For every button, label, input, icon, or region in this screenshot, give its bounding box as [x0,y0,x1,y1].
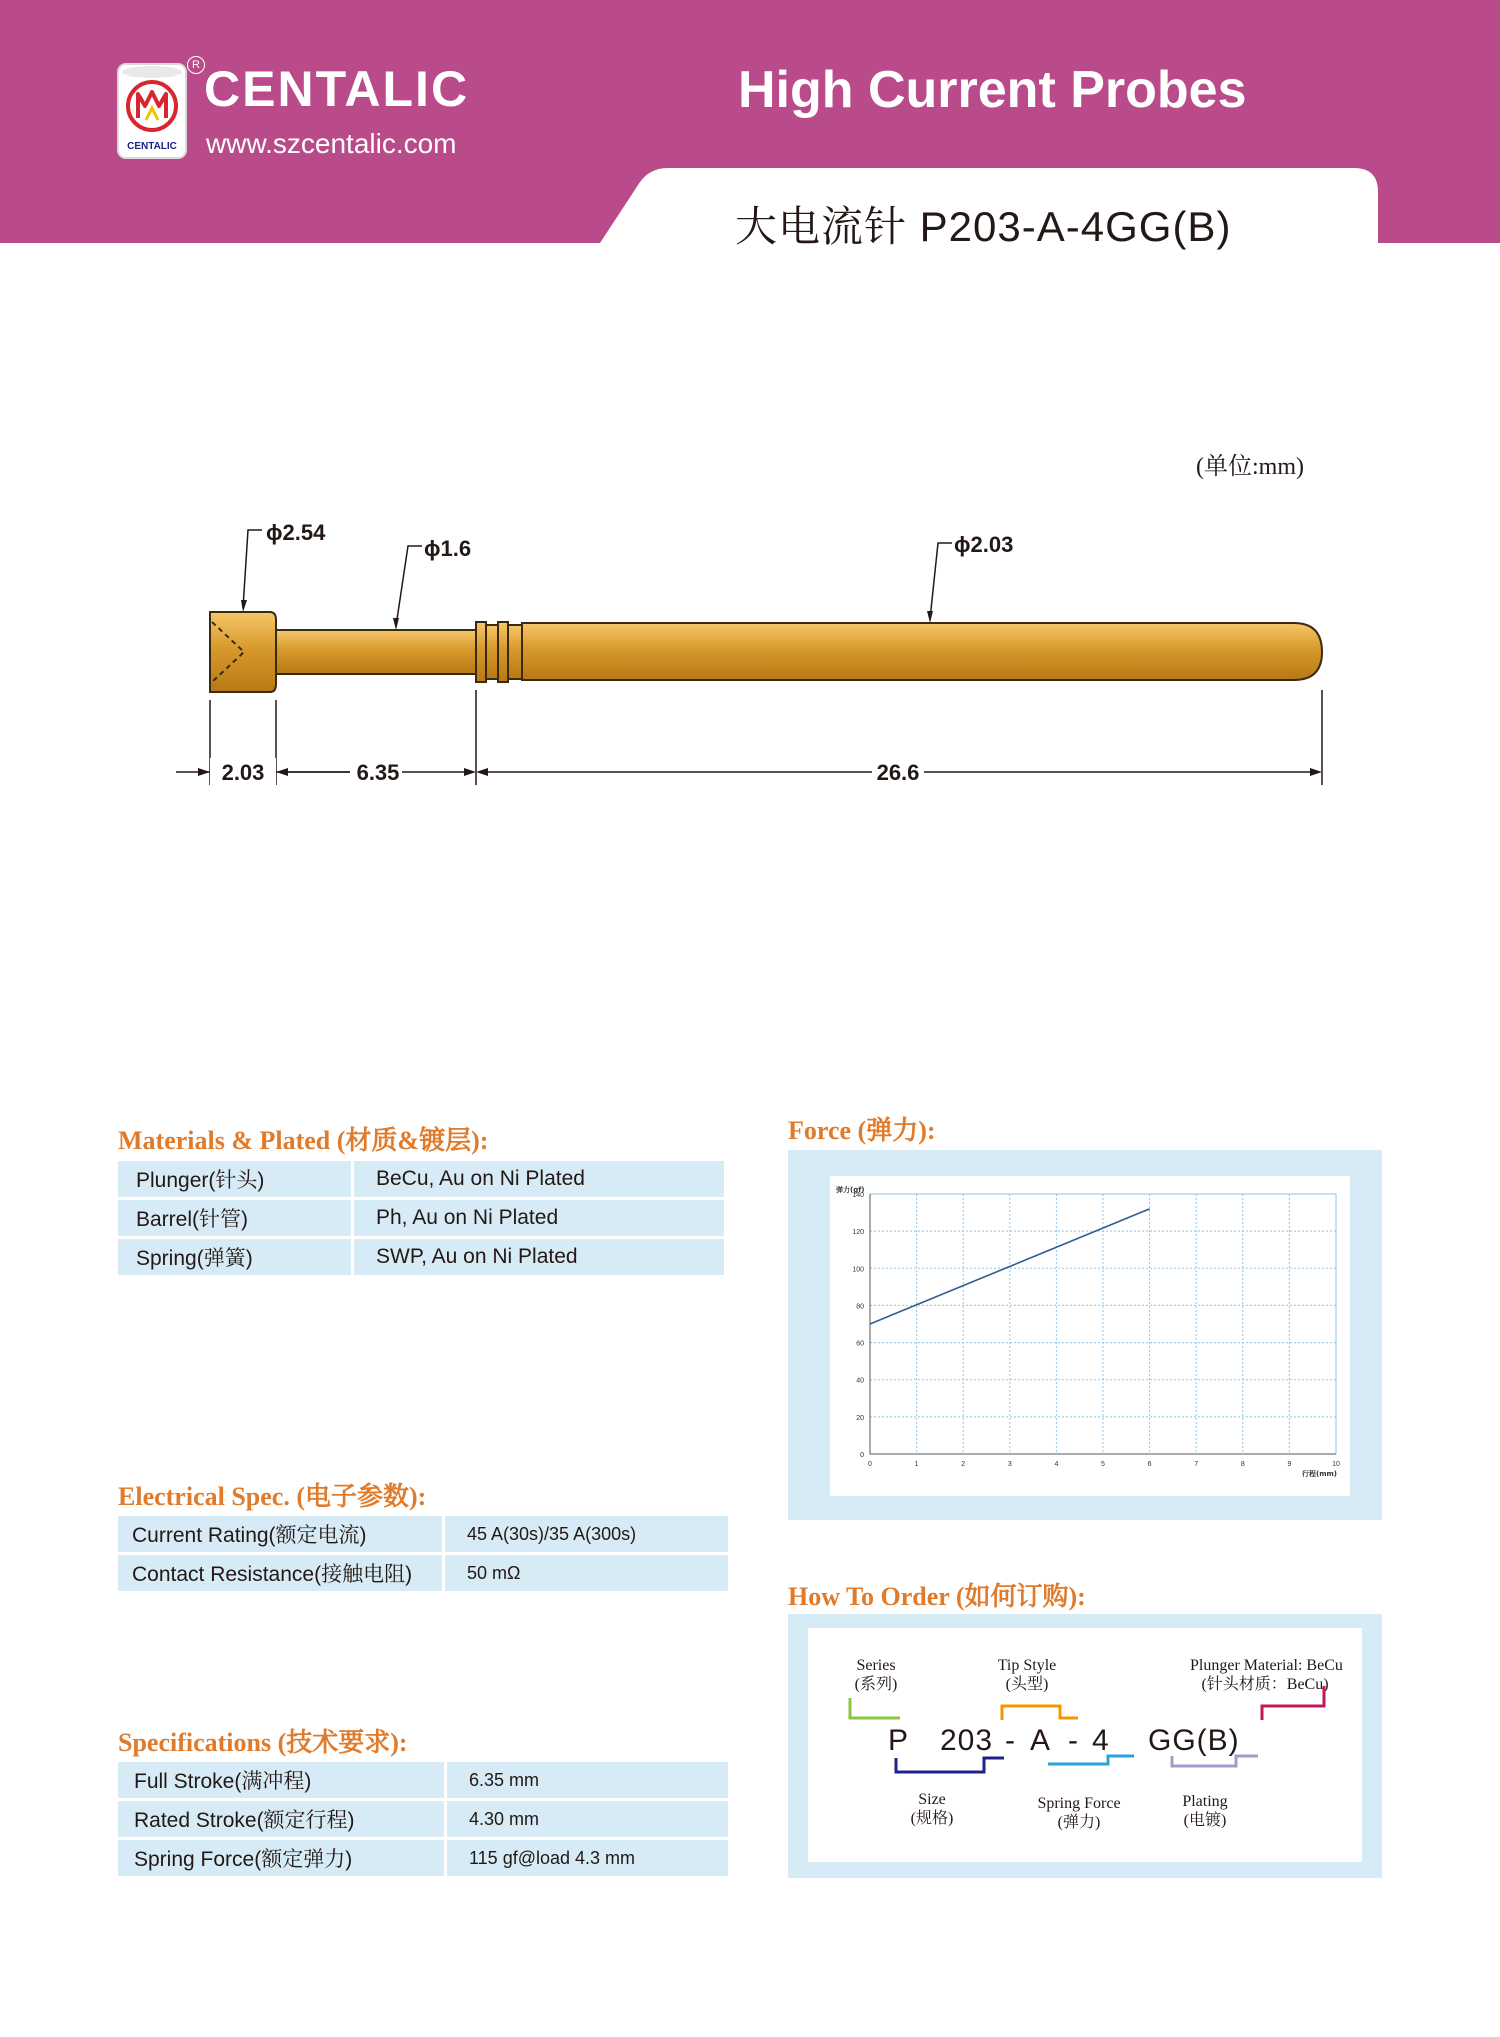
order-label-size: Size (规格) [910,1791,954,1827]
length-label-head: 2.03 [221,760,265,785]
force-heading: Force (弹力): [788,1116,936,1145]
electrical-name: Current Rating(额定电流) [118,1516,442,1552]
order-connectors [788,1614,1382,1878]
electrical-table [118,1513,728,1594]
material-part: Spring(弹簧) [118,1239,351,1275]
x-tick-label: 6 [1147,1461,1152,1468]
table-row [118,1161,724,1197]
material-value: BeCu, Au on Ni Plated [351,1161,724,1197]
table-row [118,1200,724,1236]
order-code-size: 203 [940,1724,994,1757]
table-row [118,1516,728,1552]
x-tick-label: 1 [914,1461,919,1468]
force-chart-panel [788,1150,1382,1520]
order-code-dash: - [1005,1724,1016,1757]
diameter-label-shaft: ϕ1.6 [424,536,472,561]
order-code-tip-style: A [1030,1724,1052,1757]
x-tick-label: 4 [1054,1461,1059,1468]
probe-ring [476,622,486,682]
table-row [118,1801,728,1837]
centalic-logo [116,62,188,160]
y-axis-label: 弹力(gf) [836,1186,865,1194]
length-label-shaft: 6.35 [356,760,400,785]
x-tick-label: 10 [1332,1461,1340,1468]
x-tick-label: 7 [1194,1461,1199,1468]
electrical-value: 45 A(30s)/35 A(300s) [442,1516,728,1552]
plunger-head [210,612,276,692]
order-label-plating: Plating (电镀) [1182,1793,1228,1829]
y-tick-label: 60 [856,1340,864,1348]
y-tick-label: 40 [856,1377,864,1385]
y-tick-label: 100 [852,1266,864,1274]
spec-name: Spring Force(额定弹力) [118,1840,444,1876]
order-code-dash: - [1068,1724,1079,1757]
y-tick-label: 120 [852,1229,864,1237]
probe-barrel [522,623,1322,680]
x-tick-label: 8 [1240,1461,1245,1468]
logo-text: CENTALIC [127,141,177,152]
table-row [118,1840,728,1876]
material-value: SWP, Au on Ni Plated [351,1239,724,1275]
table-row [118,1555,728,1591]
order-heading: How To Order (如何订购): [788,1582,1086,1611]
electrical-name: Contact Resistance(接触电阻) [118,1555,442,1591]
brand-name: CENTALIC [204,61,470,117]
order-label-series: Series (系列) [854,1657,898,1693]
material-value: Ph, Au on Ni Plated [351,1200,724,1236]
diameter-label-head: ϕ2.54 [266,520,326,545]
spec-value: 115 gf@load 4.3 mm [444,1840,728,1876]
electrical-value: 50 mΩ [442,1555,728,1591]
product-subtitle: 大电流针 P203-A-4GG(B) [735,203,1232,250]
unit-note: (单位:mm) [1196,454,1304,480]
table-row [118,1239,724,1275]
y-tick-label: 80 [856,1303,864,1311]
probe-ring [508,625,522,679]
order-label-spring-force: Spring Force (弹力) [1037,1795,1121,1831]
specifications-heading: Specifications (技术要求): [118,1728,408,1757]
y-tick-label: 140 [852,1192,864,1199]
order-code-series: P [888,1724,910,1757]
y-tick-label: 20 [856,1414,864,1422]
plunger-shaft [276,630,476,674]
material-part: Plunger(针头) [118,1161,351,1197]
specifications-table [118,1759,728,1879]
y-tick-label: 0 [860,1452,864,1459]
materials-heading: Materials & Plated (材质&镀层): [118,1126,489,1155]
order-label-plunger-material: Plunger Material: BeCu (针头材质：BeCu) [1190,1657,1343,1693]
page-title: High Current Probes [738,61,1247,119]
table-row [118,1762,728,1798]
x-tick-label: 0 [868,1461,872,1468]
probe-ring [486,625,498,679]
x-axis-label: 行程(mm) [1302,1470,1337,1478]
brand-url[interactable]: www.szcentalic.com [206,128,457,159]
x-tick-label: 9 [1287,1461,1292,1468]
spec-value: 4.30 mm [444,1801,728,1837]
probe-drawing [0,500,1500,800]
diameter-label-barrel: ϕ2.03 [954,532,1014,557]
order-code-spring-force: 4 [1092,1724,1110,1757]
materials-table [118,1158,724,1278]
order-label-tip-style: Tip Style (头型) [997,1657,1057,1693]
spec-value: 6.35 mm [444,1762,728,1798]
material-part: Barrel(针管) [118,1200,351,1236]
x-tick-label: 5 [1101,1461,1105,1468]
x-tick-label: 3 [1007,1461,1012,1468]
electrical-heading: Electrical Spec. (电子参数): [118,1482,427,1511]
spec-name: Full Stroke(满冲程) [118,1762,444,1798]
registered-mark: R [187,56,205,74]
spec-name: Rated Stroke(额定行程) [118,1801,444,1837]
force-chart [830,1176,1350,1496]
order-code-plating: GG(B) [1148,1724,1240,1757]
length-label-barrel: 26.6 [876,760,920,785]
x-tick-label: 2 [961,1461,966,1468]
probe-ring [498,622,508,682]
